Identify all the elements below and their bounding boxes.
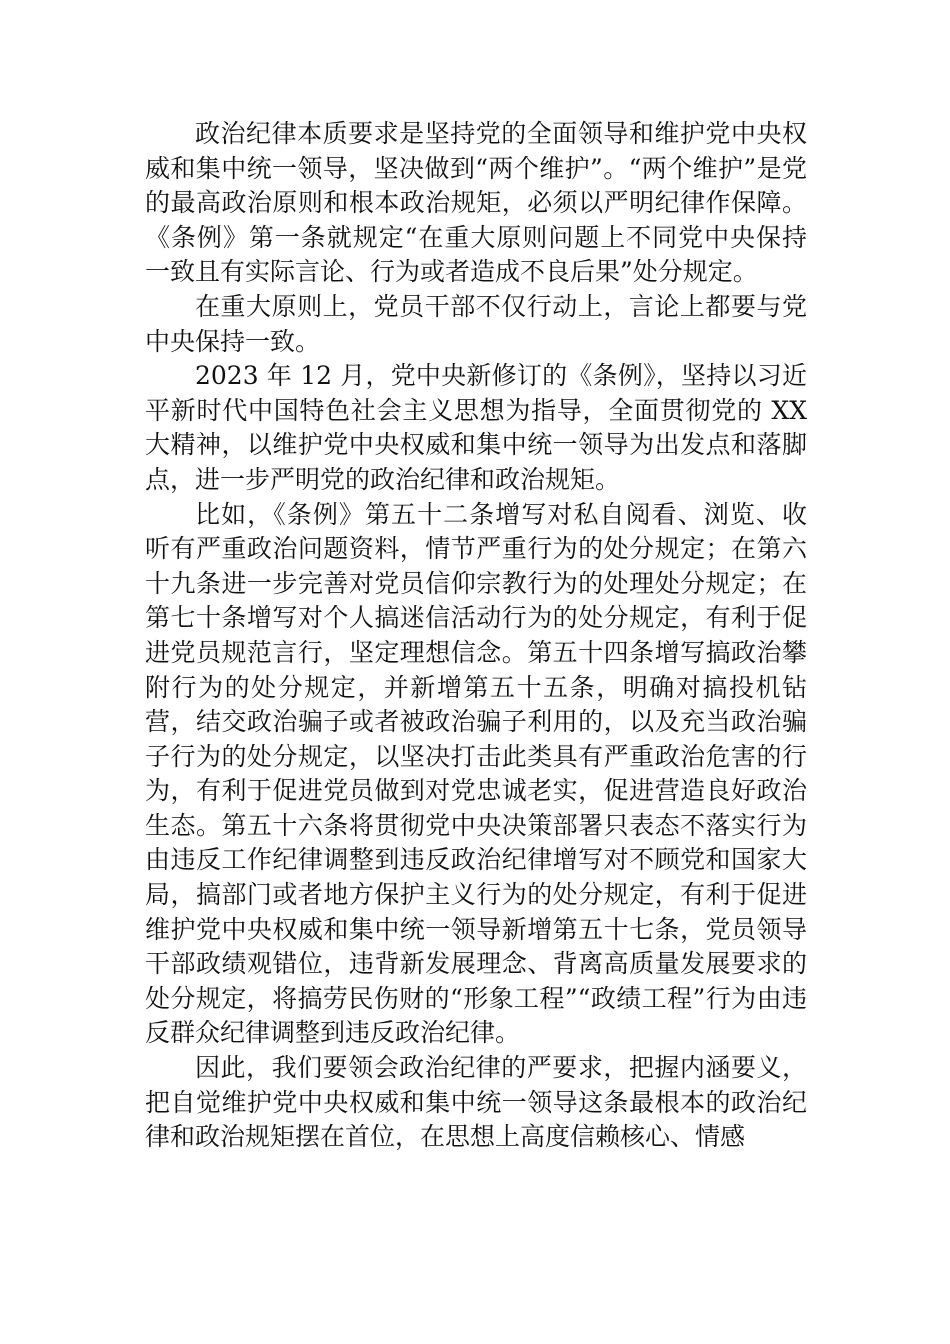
document-body (145, 117, 807, 1155)
paragraph-conclusion: 因此，我们要领会政治纪律的严要求，把握内涵要义，把自觉维护党中央权威和集中统一领导这条最根本的政治纪律和政治规矩摆在首位，在思想上高度信赖核心、情感 (145, 1053, 807, 1152)
paragraph-consistency-with-central-committee: 在重大原则上，党员干部不仅行动上，言论上都要与党中央保持一致。 (145, 291, 807, 356)
paragraph-regulation-revision-2023: 2023 年 12 月，党中央新修订的《条例》，坚持以习近平新时代中国特色社会主义思想为指导，全面贯彻党的 XX 大精神，以维护党中央权威和集中统一领导为出发点和落脚点，进一步严明党的政治纪律和政治规矩。 (145, 361, 807, 494)
paragraph-regulation-examples: 比如，《条例》第五十二条增写对私自阅看、浏览、收听有严重政治问题资料，情节严重行为的处分规定；在第六十九条进一步完善对党员信仰宗教行为的处理处分规定；在第七十条增写对个人搞迷信活动行为的处分规定，有利于促进党员规范言行，坚定理想信念。第五十四条增写搞政治攀附行为的处分规定，并新增第五十五条，明确对搞投机钻营，结交政治骗子或者被政治骗子利用的，以及充当政治骗子行为的处分规定，以坚决打击此类具有严重政治危害的行为，有利于促进党员做到对党忠诚老实，促进营造良好政治生态。第五十六条将贯彻党中央决策部署只表态不落实行为由违反工作纪律调整到违反政治纪律增写对不顾党和国家大局，搞部门或者地方保护主义行为的处分规定，有利于促进维护党中央权威和集中统一领导新增第五十七条，党员领导干部政绩观错位，违背新发展理念、背离高质量发展要求的处分规定，将搞劳民伤财的“形象工程”“政绩工程”行为由违反群众纪律调整到违反政治纪律。 (145, 499, 807, 1048)
paragraph-political-discipline-essence: 政治纪律本质要求是坚持党的全面领导和维护党中央权威和集中统一领导，坚决做到“两个维护”。“两个维护”是党的最高政治原则和根本政治规矩，必须以严明纪律作保障。《条例》第一条就规定“在重大原则问题上不同党中央保持一致且有实际言论、行为或者造成不良后果”处分规定。 (145, 119, 807, 287)
